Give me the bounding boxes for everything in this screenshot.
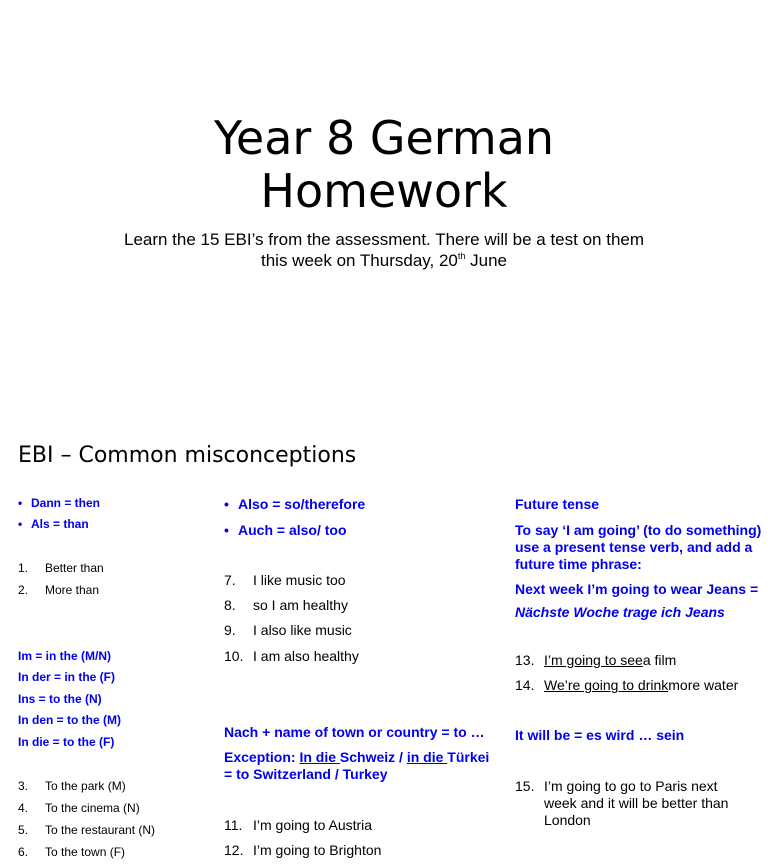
list-item [224, 817, 372, 833]
rule-line: In der = in the (F) [18, 670, 116, 684]
page-title [0, 112, 768, 218]
item-number: 11. [224, 817, 243, 833]
item-number: 1. [18, 561, 29, 575]
item-text: so I am healthy [253, 597, 348, 613]
item-text-line: London [544, 812, 591, 828]
list-item [515, 778, 728, 829]
item-number: 8. [224, 597, 236, 613]
list-item [224, 648, 359, 664]
item-text: To the restaurant (N) [45, 823, 156, 837]
item-number: 15. [515, 778, 535, 794]
item-text-line: week and it will be better than [544, 795, 729, 811]
exception-line-2: = to Switzerland / Turkey [224, 766, 388, 782]
rule-line: Ins = to the (N) [18, 692, 102, 706]
bullet-item: • Als = than [18, 517, 89, 531]
item-text: I like music too [253, 572, 346, 588]
item-number: 9. [224, 622, 236, 638]
item-text: To the park (M) [45, 779, 126, 793]
item-text: I am also healthy [253, 648, 359, 664]
subtitle-line-2 [100, 250, 668, 271]
list-item [18, 561, 104, 575]
list-item [224, 842, 381, 858]
subtitle-month: June [465, 251, 507, 270]
rule-line: It will be = es wird … sein [515, 727, 685, 743]
item-underlined: We’re going to drink [544, 677, 669, 693]
rule-line: In die = to the (F) [18, 735, 115, 749]
list-item [18, 823, 155, 837]
rule-line: Nach + name of town or country = to … [224, 724, 485, 740]
item-number: 10. [224, 648, 244, 664]
exception-underlined-2: in die [406, 749, 448, 765]
item-text: Better than [45, 561, 104, 575]
bullet-item: • Also = so/therefore [224, 496, 366, 512]
item-number: 2. [18, 583, 29, 597]
item-number: 3. [18, 779, 29, 793]
item-number: 5. [18, 823, 29, 837]
item-underlined: I’m going to see [544, 652, 643, 668]
title-line-1: Year 8 German [213, 111, 555, 165]
bullet-item: • Dann = then [18, 496, 101, 510]
title-line-2: Homework [260, 164, 508, 218]
exception-label: Exception: [224, 749, 300, 765]
item-text: I’m going to Austria [253, 817, 373, 833]
column-heading: Future tense [515, 496, 600, 512]
subtitle-date-text: this week on Thursday, 20 [261, 251, 458, 270]
item-number: 4. [18, 801, 29, 815]
rule-line: To say ‘I am going’ (to do something) [515, 522, 762, 538]
section-heading: EBI – Common misconceptions [18, 443, 357, 468]
item-text: I’m going to Brighton [253, 842, 382, 858]
exception-middle: Schweiz / [339, 749, 407, 765]
item-text: a film [642, 652, 677, 668]
item-text: To the town (F) [45, 845, 126, 859]
list-item [18, 845, 125, 859]
item-text [544, 778, 728, 829]
rule-line: In den = to the (M) [18, 713, 121, 727]
subtitle-line-1: Learn the 15 EBI’s from the assessment. There will be a test on them [123, 230, 645, 249]
item-text: I also like music [253, 622, 352, 638]
item-number: 14. [515, 677, 535, 693]
rule-line: use a present tense verb, and add a [515, 539, 753, 555]
example-line: Next week I’m going to wear Jeans = [515, 581, 759, 597]
bullet-text: Also = so/therefore [238, 496, 366, 512]
item-number: 13. [515, 652, 535, 668]
rule-line: Im = in the (M/N) [18, 649, 111, 663]
rule-line: future time phrase: [515, 556, 642, 572]
list-item [18, 583, 99, 597]
item-text: more water [668, 677, 739, 693]
list-item [515, 652, 676, 668]
list-item [224, 597, 348, 613]
bullet-text: Auch = also/ too [238, 522, 347, 538]
subtitle-date-suffix: th [457, 251, 466, 261]
exception-end: Türkei [447, 749, 490, 765]
item-text-line: I’m going to go to Paris next [544, 778, 718, 794]
exception-line [224, 749, 489, 765]
example-german: Nächste Woche trage ich Jeans [515, 604, 725, 620]
list-item [18, 801, 140, 815]
item-number: 6. [18, 845, 29, 859]
item-number: 7. [224, 572, 236, 588]
subtitle [100, 229, 668, 271]
bullet-text: Dann = then [31, 496, 101, 510]
list-item [515, 677, 738, 693]
list-item [224, 622, 352, 638]
exception-underlined-1: In die [299, 749, 340, 765]
item-text: To the cinema (N) [45, 801, 140, 815]
item-text: More than [45, 583, 100, 597]
item-number: 12. [224, 842, 244, 858]
bullet-item: • Auch = also/ too [224, 522, 347, 538]
list-item [224, 572, 346, 588]
list-item [18, 779, 126, 793]
bullet-text: Als = than [31, 517, 89, 531]
